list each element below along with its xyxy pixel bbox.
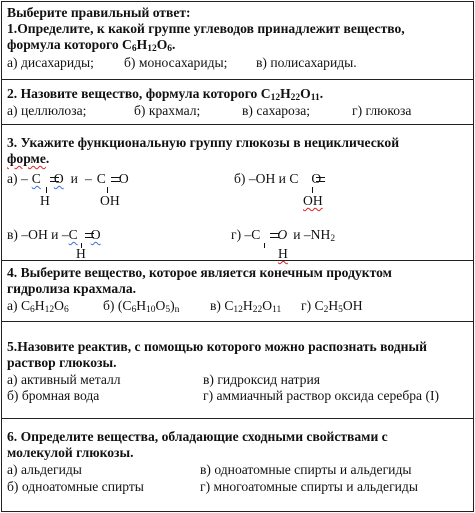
q2-option-c[interactable]: в) сахароза; bbox=[242, 103, 311, 118]
q5-option-d[interactable]: г) аммиачный раствор оксида серебра (I) bbox=[203, 388, 440, 403]
divider-q2 bbox=[2, 124, 473, 125]
q1-option-a[interactable]: а) дисахариды; bbox=[7, 55, 94, 70]
q3a-hydroxyl: OH bbox=[100, 193, 120, 208]
q3-text-cont: форме. bbox=[7, 151, 50, 166]
q4-option-d[interactable]: г) $C_2H_5OH$ bbox=[301, 298, 363, 315]
divider-q5 bbox=[2, 418, 473, 419]
q3-option-b[interactable]: б) –OH и C O bbox=[234, 171, 322, 186]
q3d-bond-vertical bbox=[264, 243, 265, 248]
q4-option-a[interactable]: а) $C_6H_{12}O_6$ bbox=[7, 298, 69, 315]
q4-text: 4. Выберите вещество, которое является конечным продуктом bbox=[7, 265, 392, 280]
q6-text-cont: молекулой глюкозы. bbox=[7, 445, 134, 460]
q5-option-b[interactable]: б) бромная вода bbox=[7, 388, 100, 403]
q3-option-c[interactable]: в) –OH и –C O bbox=[7, 227, 101, 242]
q4-option-c[interactable]: в) $C_{12}H_{22}O_{11}$ bbox=[210, 298, 282, 315]
divider-q1 bbox=[2, 79, 473, 80]
q3-text: 3. Укажите функциональную группу глюкозы в нециклической bbox=[7, 135, 400, 150]
q2-option-d[interactable]: г) глюкоза bbox=[352, 103, 412, 118]
q3a-double-bond-2-top bbox=[111, 177, 120, 178]
test-frame bbox=[1, 1, 474, 512]
q3d-double-bond-bottom bbox=[270, 237, 279, 238]
q2-text: 2. Назовите вещество, формула которого $C_{12}H_{22}O_{11}$. bbox=[7, 86, 324, 103]
q5-text-cont: раствор глюкозы. bbox=[7, 355, 117, 370]
q3b-hydroxyl: OH bbox=[303, 193, 323, 208]
instruction-header: Выберите правильный ответ: bbox=[7, 5, 191, 20]
divider-q3 bbox=[2, 260, 473, 261]
q6-text: 6. Определите вещества, обладающие сходными свойствами с bbox=[7, 429, 388, 444]
q5-option-c[interactable]: в) гидроксид натрия bbox=[203, 372, 320, 387]
q1-text: 1.Определите, к какой группе углеводов принадлежит вещество, bbox=[7, 21, 405, 36]
divider-q4 bbox=[2, 321, 473, 322]
q3b-double-bond-bottom bbox=[316, 181, 325, 182]
q3c-double-bond-top bbox=[85, 233, 94, 234]
q3c-double-bond-bottom bbox=[85, 237, 94, 238]
q3a-double-bond-1-bottom bbox=[50, 181, 59, 182]
q3a-double-bond-2-bottom bbox=[111, 181, 120, 182]
q2-option-b[interactable]: б) крахмал; bbox=[134, 103, 201, 118]
q5-text: 5.Назовите реактив, с помощью которого можно распознать водный bbox=[7, 339, 427, 354]
q3-option-d[interactable]: г) –C O и $-NH_2$ bbox=[231, 227, 336, 244]
q6-option-a[interactable]: а) альдегиды bbox=[7, 462, 82, 477]
q1-option-b[interactable]: б) моносахариды; bbox=[124, 55, 228, 70]
q3-option-a[interactable]: а) – C O и – C O bbox=[7, 171, 129, 186]
q1-formula-line: формула которого $C_6H_{12}O_6$. bbox=[7, 37, 176, 54]
q6-option-d[interactable]: г) многоатомные спирты и альдегиды bbox=[200, 479, 418, 494]
q3d-hydrogen: H bbox=[278, 246, 288, 261]
q6-option-b[interactable]: б) одноатомные спирты bbox=[7, 479, 144, 494]
q3c-hydrogen: H bbox=[76, 246, 86, 261]
q5-option-a[interactable]: а) активный металл bbox=[7, 372, 121, 387]
q4-option-b[interactable]: б) $(C_6H_{10}O_5)_n$ bbox=[103, 298, 180, 315]
q1-option-c[interactable]: в) полисахариды. bbox=[256, 55, 357, 70]
q3a-hydrogen: H bbox=[40, 193, 50, 208]
q3b-double-bond-top bbox=[316, 177, 325, 178]
q3d-double-bond-top bbox=[270, 233, 279, 234]
q3a-double-bond-1-top bbox=[50, 177, 59, 178]
q4-text-cont: гидролиза крахмала. bbox=[7, 281, 137, 296]
q2-option-a[interactable]: а) целлюлоза; bbox=[7, 103, 87, 118]
q6-option-c[interactable]: в) одноатомные спирты и альдегиды bbox=[200, 462, 412, 477]
